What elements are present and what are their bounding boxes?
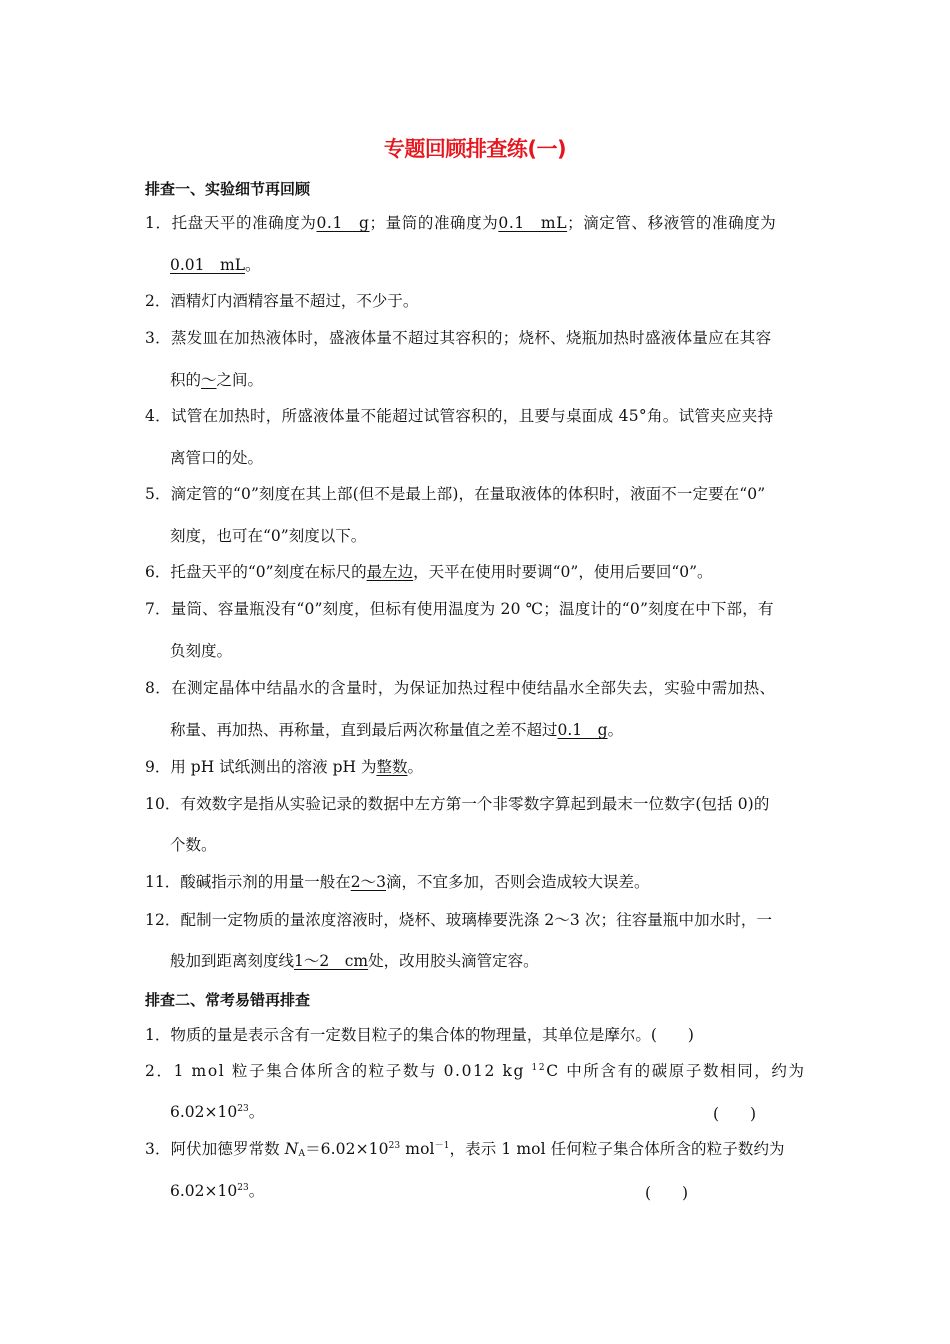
list-item-continuation: 刻度，也可在“0”刻度以下。 (170, 527, 367, 545)
list-item-continuation: 个数。 (170, 836, 217, 854)
answer-blank: 0.1 g (316, 214, 370, 232)
list-item-continuation: $6.02\times 10^{23}$。 (170, 1103, 265, 1121)
answer-blank: 最左边 (366, 563, 414, 581)
list-item: 7．量筒、容量瓶没有“0”刻度，但标有使用温度为 20 ℃；温度计的“0”刻度在中下部，有 (145, 600, 774, 618)
list-item-continuation: 0.01 mL。 (170, 256, 261, 274)
answer-blank: 0.1 g (557, 721, 608, 739)
list-item: 12．配制一定物质的量浓度溶液时，烧杯、玻璃棒要洗涤 2～3 次；往容量瓶中加水时，一 (145, 911, 773, 929)
answer-blank: 0.1 mL (498, 214, 568, 232)
list-item: 6．托盘天平的“0”刻度在标尺的最左边，天平在使用时要调“0”，使用后要回“0”。 (145, 563, 713, 581)
answer-blank: 2～3 (350, 873, 386, 891)
list-item: 2．1 mol 粒子集合体所含的粒子数与 0.012 kg $^{12}$C 中所含有的碳原子数相同，约为 (145, 1062, 806, 1080)
answer-blank: 1～2 cm (294, 952, 369, 970)
list-item: 4．试管在加热时，所盛液体量不能超过试管容积的，且要与桌面成 45°角。试管夹应夹持 (145, 407, 774, 425)
list-item-continuation: 离管口的处。 (170, 449, 264, 467)
list-item: 1．托盘天平的准确度为0.1 g；量筒的准确度为0.1 mL；滴定管、移液管的准确度为 (145, 214, 777, 232)
page-title: 专题回顾排查练(一) (383, 137, 567, 161)
list-item-continuation: 称量、再加热、再称量，直到最后两次称量值之差不超过0.1 g。 (170, 721, 624, 739)
list-item: 2．酒精灯内酒精容量不超过，不少于。 (145, 292, 419, 310)
list-item-continuation: 般加到距离刻度线1～2 cm处，改用胶头滴管定容。 (170, 952, 539, 970)
answer-parentheses: ( ) (713, 1105, 757, 1123)
section-heading-1: 排查一、实验细节再回顾 (145, 180, 311, 198)
list-item: 1．物质的量是表示含有一定数目粒子的集合体的物理量，其单位是摩尔。( ) (145, 1026, 694, 1044)
list-item: 3．蒸发皿在加热液体时，盛液体量不超过其容积的；烧杯、烧瓶加热时盛液体量应在其容 (145, 329, 772, 347)
answer-parentheses: ( ) (645, 1184, 689, 1202)
list-item: 10．有效数字是指从实验记录的数据中左方第一个非零数字算起到最末一位数字(包括 0)的 (145, 795, 770, 813)
list-item: 5．滴定管的“0”刻度在其上部(但不是最上部)，在量取液体的体积时，液面不一定要在“0” (145, 485, 766, 503)
list-item: 11．酸碱指示剂的用量一般在2～3滴，不宜多加，否则会造成较大误差。 (145, 873, 650, 891)
answer-blank: 整数 (376, 758, 408, 776)
list-item: 3．阿伏加德罗常数 $N_A=6.02\times 10^{23}$ mol$^{-1}$，表示 1 mol 任何粒子集合体所含的粒子数约为 (145, 1140, 785, 1159)
section-heading-2: 排查二、常考易错再排查 (145, 991, 311, 1009)
list-item-continuation: 负刻度。 (170, 642, 233, 660)
item-number: 1． (145, 214, 172, 232)
list-item-continuation: 积的～之间。 (170, 371, 264, 389)
list-item-continuation: $6.02\times 10^{23}$。 (170, 1182, 265, 1200)
list-item: 8．在测定晶体中结晶水的含量时，为保证加热过程中使结晶水全部失去，实验中需加热、 (145, 679, 776, 697)
list-item: 9．用 pH 试纸测出的溶液 pH 为整数。 (145, 758, 423, 776)
answer-blank: 0.01 mL (170, 256, 246, 274)
answer-blank: ～ (201, 371, 217, 389)
